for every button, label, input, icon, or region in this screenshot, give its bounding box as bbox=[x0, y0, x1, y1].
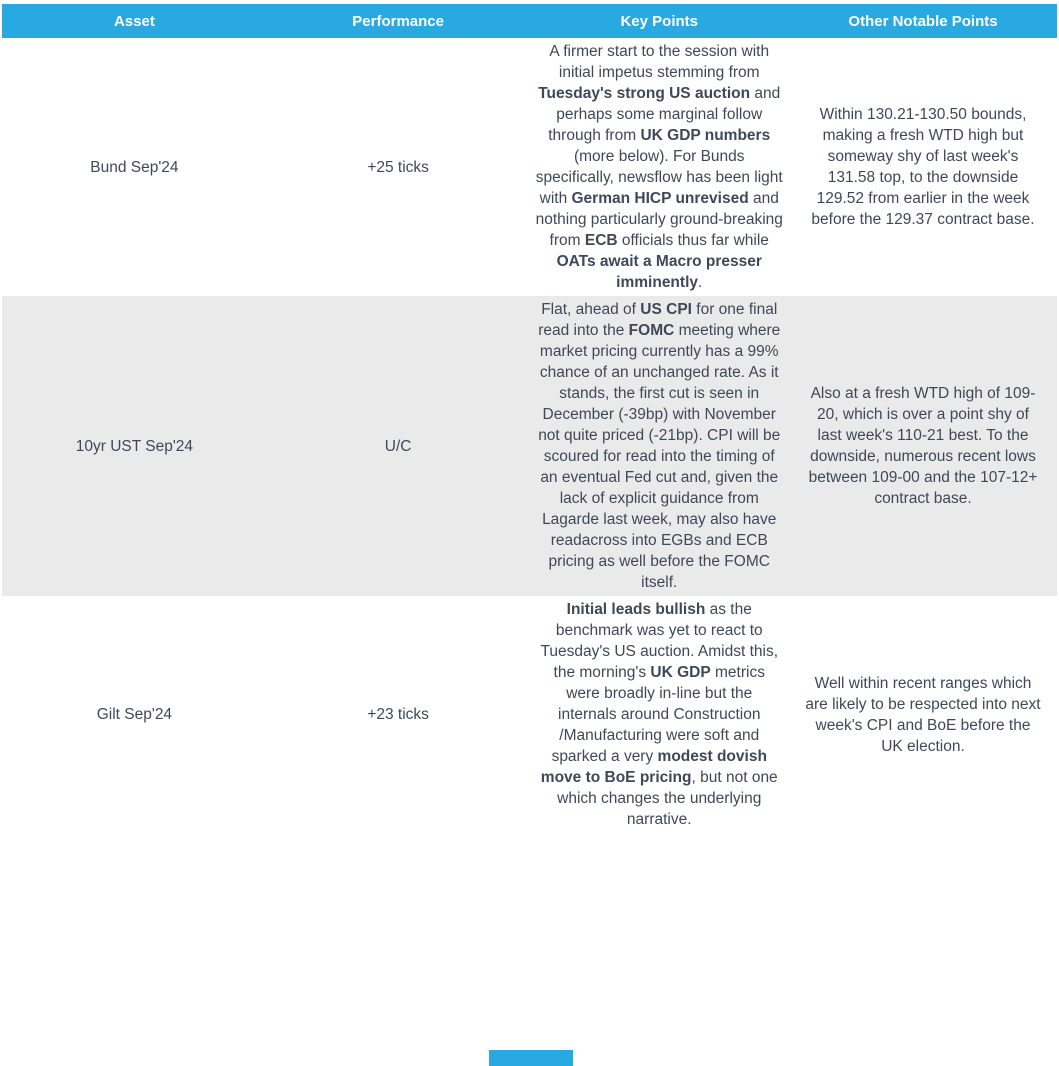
key-points-bold-segment: German HICP unrevised bbox=[571, 190, 749, 207]
key-points-bold-segment: UK GDP bbox=[650, 664, 711, 681]
key-points-bold-segment: FOMC bbox=[628, 322, 675, 339]
key-points-text-segment: and nothing particularly ground-breaking from bbox=[535, 190, 783, 249]
performance-cell: +25 ticks bbox=[267, 38, 530, 296]
key-points-cell bbox=[529, 596, 789, 833]
key-points-text-segment: , but not one which changes the underlying narrative. bbox=[557, 769, 778, 828]
key-points-bold-segment: Tuesday's strong US auction bbox=[538, 85, 751, 102]
key-points-text-segment: as the benchmark was yet to react to Tuesday's US auction. Amidst this, the morning's bbox=[540, 601, 779, 681]
key-points-cell bbox=[529, 38, 789, 296]
performance-cell: +23 ticks bbox=[267, 596, 530, 833]
key-points-text-segment: and perhaps some marginal follow through from bbox=[548, 85, 781, 144]
column-header-key-points: Key Points bbox=[529, 4, 789, 38]
column-header-performance: Performance bbox=[267, 4, 530, 38]
key-points-bold-segment: ECB bbox=[584, 232, 618, 249]
table-row bbox=[2, 38, 1057, 296]
next-table-header-sliver bbox=[489, 1050, 573, 1066]
asset-cell: 10yr UST Sep'24 bbox=[2, 296, 267, 596]
key-points-text-segment: Flat, ahead of bbox=[541, 301, 641, 318]
key-points-bold-segment: modest dovish move to BoE pricing bbox=[540, 748, 767, 786]
key-points-text-segment: . bbox=[698, 274, 703, 291]
table-body bbox=[2, 38, 1057, 833]
table-row bbox=[2, 596, 1057, 833]
asset-cell: Gilt Sep'24 bbox=[2, 596, 267, 833]
asset-table bbox=[2, 4, 1057, 833]
performance-cell: U/C bbox=[267, 296, 530, 596]
key-points-text-segment: (more below). For Bunds specifically, newsflow has been light with bbox=[535, 148, 783, 207]
table-row bbox=[2, 296, 1057, 596]
key-points-text-segment: A firmer start to the session with initial impetus stemming from bbox=[549, 43, 770, 81]
other-notable-points-cell: Within 130.21-130.50 bounds, making a fresh WTD high but someway shy of last week's 131.58 top, to the downside 129.52 from earlier in the week before the 129.37 contract base. bbox=[789, 38, 1057, 296]
column-header-other-notable-points: Other Notable Points bbox=[789, 4, 1057, 38]
table-header-row bbox=[2, 4, 1057, 38]
column-header-asset: Asset bbox=[2, 4, 267, 38]
asset-cell: Bund Sep'24 bbox=[2, 38, 267, 296]
key-points-text-segment: meeting where market pricing currently has a 99% chance of an unchanged rate. As it stands, the first cut is seen in December (-39bp) with November not quite priced (-21bp). CPI will be scoured for read into the timing of an eventual Fed cut and, given the lack of explicit guidance from Lagarde last week, may also have readacross into EGBs and ECB pricing as well before the FOMC itself. bbox=[538, 322, 781, 591]
key-points-bold-segment: Initial leads bullish bbox=[566, 601, 706, 618]
key-points-text-segment: metrics were broadly in-line but the internals around Construction /Manufacturing were soft and sparked a very bbox=[551, 664, 765, 765]
other-notable-points-cell: Well within recent ranges which are likely to be respected into next week's CPI and BoE before the UK election. bbox=[789, 596, 1057, 833]
key-points-bold-segment: OATs await a Macro presser imminently bbox=[556, 253, 762, 291]
key-points-bold-segment: US CPI bbox=[640, 301, 692, 318]
key-points-cell bbox=[529, 296, 789, 596]
key-points-text-segment: officials thus far while bbox=[617, 232, 769, 249]
other-notable-points-cell: Also at a fresh WTD high of 109-20, which is over a point shy of last week's 110-21 best. To the downside, numerous recent lows between 109-00 and the 107-12+ contract base. bbox=[789, 296, 1057, 596]
key-points-text-segment: for one final read into the bbox=[538, 301, 778, 339]
key-points-bold-segment: UK GDP numbers bbox=[640, 127, 771, 144]
